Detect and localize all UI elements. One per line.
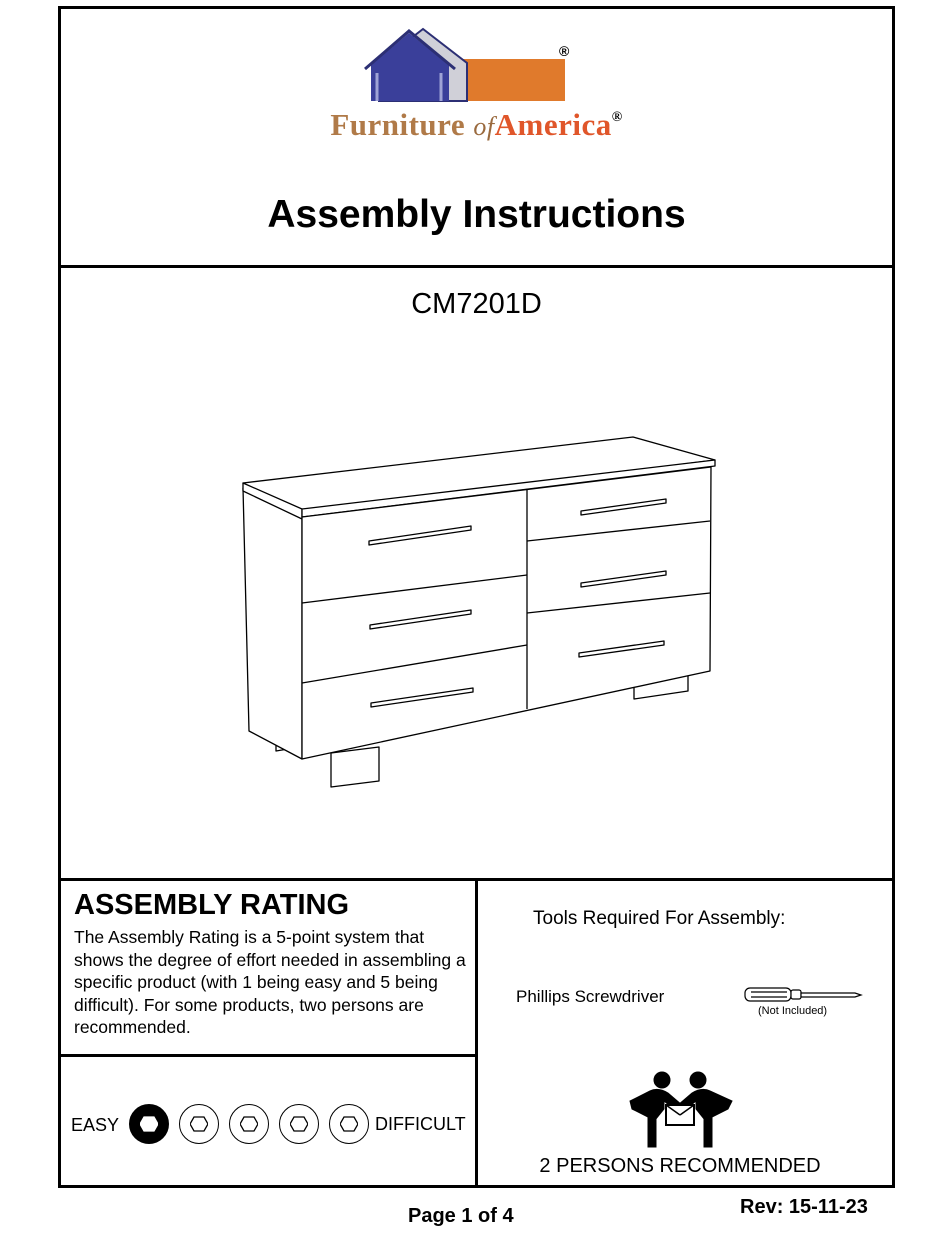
two-persons-lifting-icon [628,1071,738,1151]
rating-dot-3 [229,1104,269,1144]
difficult-label: DIFFICULT [375,1114,466,1134]
house-logo-icon [301,23,641,105]
brand-word-america: America [494,107,612,142]
rating-title: ASSEMBLY RATING [74,889,350,921]
rating-dot-1 [129,1104,169,1144]
screwdriver-icon [743,985,868,1007]
persons-recommended-label: 2 PERSONS RECOMMENDED [539,1155,821,1177]
header [61,9,892,268]
hex-icon [190,1116,208,1132]
brand-word-of: of [473,112,495,141]
rating-dot-2 [179,1104,219,1144]
tool-name: Phillips Screwdriver [516,987,665,1006]
rating-dot-4 [279,1104,319,1144]
rating-dot-5 [329,1104,369,1144]
product-section [61,268,892,881]
dresser-illustration [236,433,726,793]
registered-mark: ® [611,110,623,125]
hex-icon [340,1116,358,1132]
hex-icon [240,1116,258,1132]
document-frame [58,6,895,1188]
rating-scale [61,1057,478,1185]
tools-title: Tools Required For Assembly: [533,908,786,929]
page-number: Page 1 of 4 [408,1205,514,1227]
revision-label: Rev: 15-11-23 [740,1196,868,1218]
brand-name [61,107,892,143]
hex-icon [140,1116,158,1132]
brand-word-furniture: Furniture [330,107,466,142]
model-number: CM7201D [411,288,542,320]
hex-icon [290,1116,308,1132]
tool-note: (Not Included) [758,1005,828,1017]
assembly-rating-box [61,881,478,1057]
rating-description: The Assembly Rating is a 5-point system that shows the degree of effort needed in assembling a specific product (with 1 being easy and 5 being difficult). For some products, two persons are recommended. [74,927,466,1038]
registered-mark-logo: ® [559,43,570,59]
page-title: Assembly Instructions [267,193,686,236]
easy-label: EASY [71,1115,120,1135]
tools-box [478,881,892,1185]
